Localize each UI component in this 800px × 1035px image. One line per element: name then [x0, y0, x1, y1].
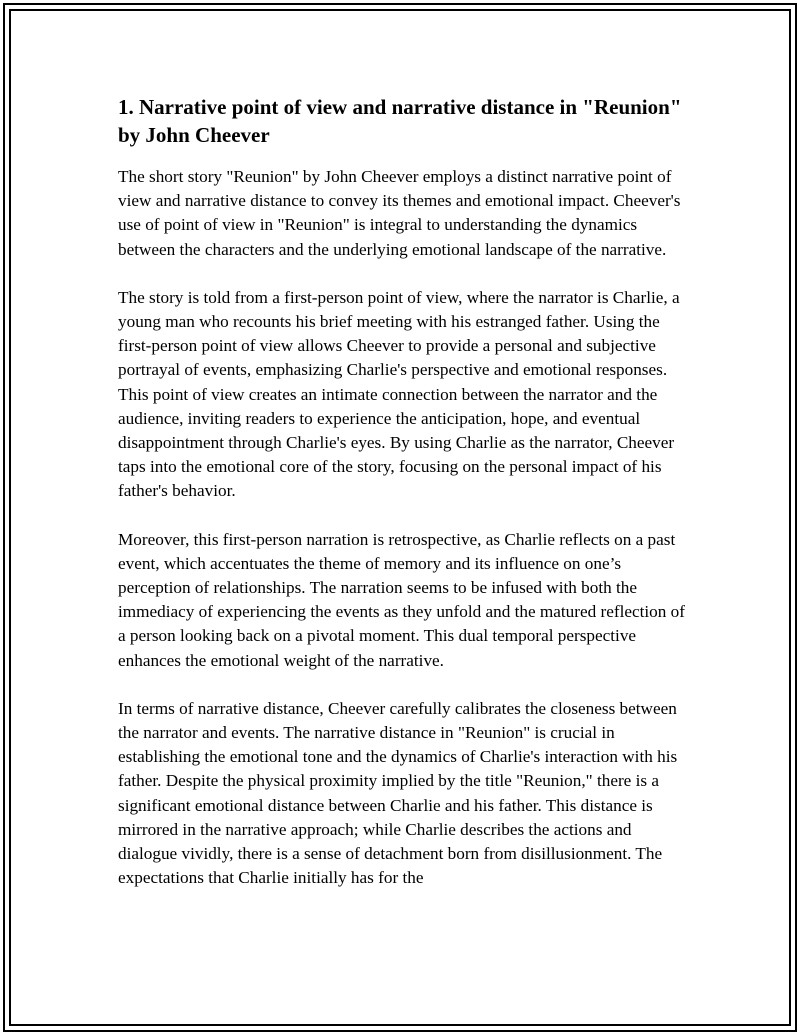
- paragraph-intro: The short story "Reunion" by John Cheever employs a distinct narrative point of view and narrative distance to convey its themes and emotional impact. Cheever's use of point of view in "Reunion" is integral to understanding the dynamics between the characters and the underlying emotional landscape of the narrative.: [118, 167, 681, 259]
- paragraph-point-of-view: The story is told from a first-person point of view, where the narrator is Charlie, a young man who recounts his brief meeting with his estranged father. Using the first-person point of view allows Cheever to provide a personal and subjective portrayal of events, emphasizing Charlie's perspective and emotional responses. This point of view creates an intimate connection between the narrator and the audience, inviting readers to experience the anticipation, hope, and eventual disappointment through Charlie's eyes. By using Charlie as the narrator, Cheever taps into the emotional core of the story, focusing on the personal impact of his father's behavior.: [118, 287, 680, 501]
- section-heading: 1. Narrative point of view and narrative distance in "Reunion" by John Cheever: [118, 95, 682, 147]
- paragraph-retrospective: Moreover, this first-person narration is retrospective, as Charlie reflects on a past event, which accentuates the theme of memory and its influence on one’s perception of relationships. The narration seems to be infused with both the immediacy of experiencing the events as they unfold and the matured reflection of a person looking back on a pivotal moment. This dual temporal perspective enhances the emotional weight of the narrative.: [118, 529, 685, 670]
- paragraph-narrative-distance: In terms of narrative distance, Cheever carefully calibrates the closeness between the narrator and events. The narrative distance in "Reunion" is crucial in establishing the emotional tone and the dynamics of Charlie's interaction with his father. Despite the physical proximity implied by the title "Reunion," there is a significant emotional distance between Charlie and his father. This distance is mirrored in the narrative approach; while Charlie describes the actions and dialogue vividly, there is a sense of detachment born from disillusionment. The expectations that Charlie initially has for the: [118, 698, 678, 888]
- document-body: [118, 93, 688, 914]
